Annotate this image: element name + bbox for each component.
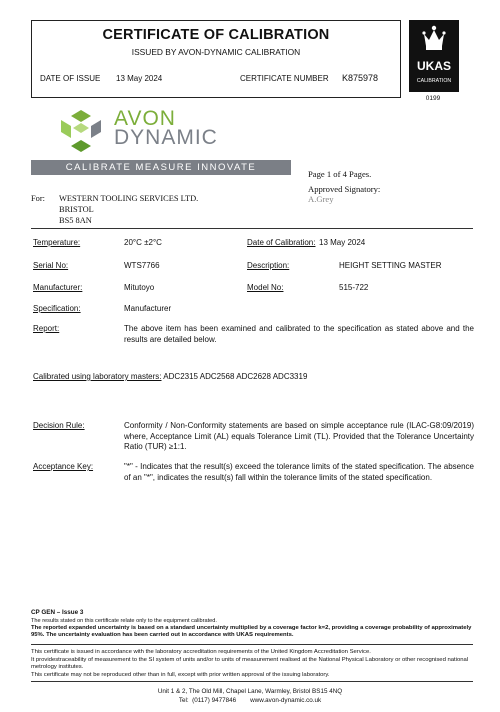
uncertainty-note: The reported expanded uncertainty is based on a standard uncertainty multiplied by a coverage factor k=2, providing a coverage probability of approximately 95%. The uncertainty evaluation has been carried out in accordance with UKAS requirements. <box>31 625 472 638</box>
description-label: Description: <box>247 261 290 270</box>
serial-no-value: WTS7766 <box>124 261 160 270</box>
document-issue: CP GEN – Issue 3 <box>31 609 84 616</box>
signatory-name: A.Grey <box>308 194 334 204</box>
ukas-word: UKAS <box>416 59 452 73</box>
contact-details: Tel: (0117) 9477846 www.avon-dynamic.co.uk <box>178 697 322 704</box>
temperature-label: Temperature: <box>33 238 81 247</box>
certificate-number-value: K875978 <box>342 73 379 83</box>
acceptance-key-label: Acceptance Key: <box>33 462 94 471</box>
date-of-issue-label: DATE OF ISSUE <box>40 74 101 83</box>
specification-label: Specification: <box>33 304 81 313</box>
reproduction-line: This certificate may not be reproduced other than in full, except with prior written approval of the issuing laboratory. <box>31 671 330 678</box>
calibrated-using-label: Calibrated using laboratory masters: <box>33 372 162 381</box>
temperature-value: 20°C ±2°C <box>124 238 162 247</box>
calibrated-using-value: ADC2315 ADC2568 ADC2628 ADC3319 <box>161 372 308 381</box>
tagline-bar <box>31 160 291 175</box>
model-no-value: 515-722 <box>339 283 369 292</box>
customer-postcode: BS5 8AN <box>59 216 92 225</box>
avon-dynamic-logo-icon <box>57 108 105 154</box>
for-label: For: <box>31 194 45 203</box>
report-text: The above item has been examined and calibrated to the specification as stated above and the results are detailed below. <box>124 324 474 344</box>
certificate-number-label: CERTIFICATE NUMBER <box>240 74 329 83</box>
decision-rule-text: Conformity / Non-Conformity statements are based on simple acceptance rule (ILAC-G8:09/2019) where, Acceptance Limit (AL) equals Tolerance Limit (TL). Provided that the Tolerance Uncertainty Ratio (TUR) ≥1:1. <box>124 421 474 451</box>
logo-text-dynamic: DYNAMIC <box>114 126 218 149</box>
logo-text-avon: AVON <box>114 107 176 130</box>
divider <box>31 228 473 229</box>
tagline: CALIBRATE MEASURE INNOVATE <box>65 162 257 173</box>
date-of-issue-value: 13 May 2024 <box>116 74 163 83</box>
acceptance-key-text: "*" - Indicates that the result(s) exceed the tolerance limits of the stated specification. The absence of an "*", indicates the result(s) fall within the tolerance limits of the stated specification. <box>124 462 474 482</box>
calibrated-using <box>33 372 307 381</box>
report-label: Report: <box>33 324 60 333</box>
date-of-calibration-value: 13 May 2024 <box>319 238 366 247</box>
certificate-title: CERTIFICATE OF CALIBRATION <box>102 27 330 43</box>
traceability-line: It providestraceability of measurement to the SI system of units and/or to units of measurement realised at the National Physical Laboratory or other recognised national metrology institutes. <box>31 656 469 671</box>
model-no-label: Model No: <box>247 283 284 292</box>
address: Unit 1 & 2, The Old Mill, Chapel Lane, Warmley, Bristol BS15 4NQ <box>157 688 343 695</box>
accreditation-text <box>31 649 473 679</box>
customer-city: BRISTOL <box>59 205 94 214</box>
customer-name: WESTERN TOOLING SERVICES LTD. <box>59 194 199 203</box>
accreditation-line: This certificate is issued in accordance with the laboratory accreditation requirements of the United Kingdom Accreditation Service. <box>31 649 371 655</box>
ukas-number: 0199 <box>425 95 441 102</box>
approved-signatory-label: Approved Signatory: <box>308 184 381 194</box>
specification-value: Manufacturer <box>124 304 172 313</box>
description-value: HEIGHT SETTING MASTER <box>339 261 442 270</box>
issued-by: ISSUED BY AVON-DYNAMIC CALIBRATION <box>131 47 301 57</box>
accreditation-box <box>31 644 473 682</box>
manufacturer-label: Manufacturer: <box>33 283 83 292</box>
date-of-calibration-label: Date of Calibration: <box>247 238 316 247</box>
manufacturer-value: Mitutoyo <box>124 283 155 292</box>
page-count: Page 1 of 4 Pages. <box>308 169 372 179</box>
decision-rule-label: Decision Rule: <box>33 421 85 430</box>
ukas-sub: CALIBRATION <box>416 78 452 84</box>
results-note: The results stated on this certificate relate only to the equipment calibrated. <box>31 618 217 624</box>
serial-no-label: Serial No: <box>33 261 69 270</box>
certificate-header <box>31 20 401 98</box>
ukas-logo <box>409 20 459 92</box>
